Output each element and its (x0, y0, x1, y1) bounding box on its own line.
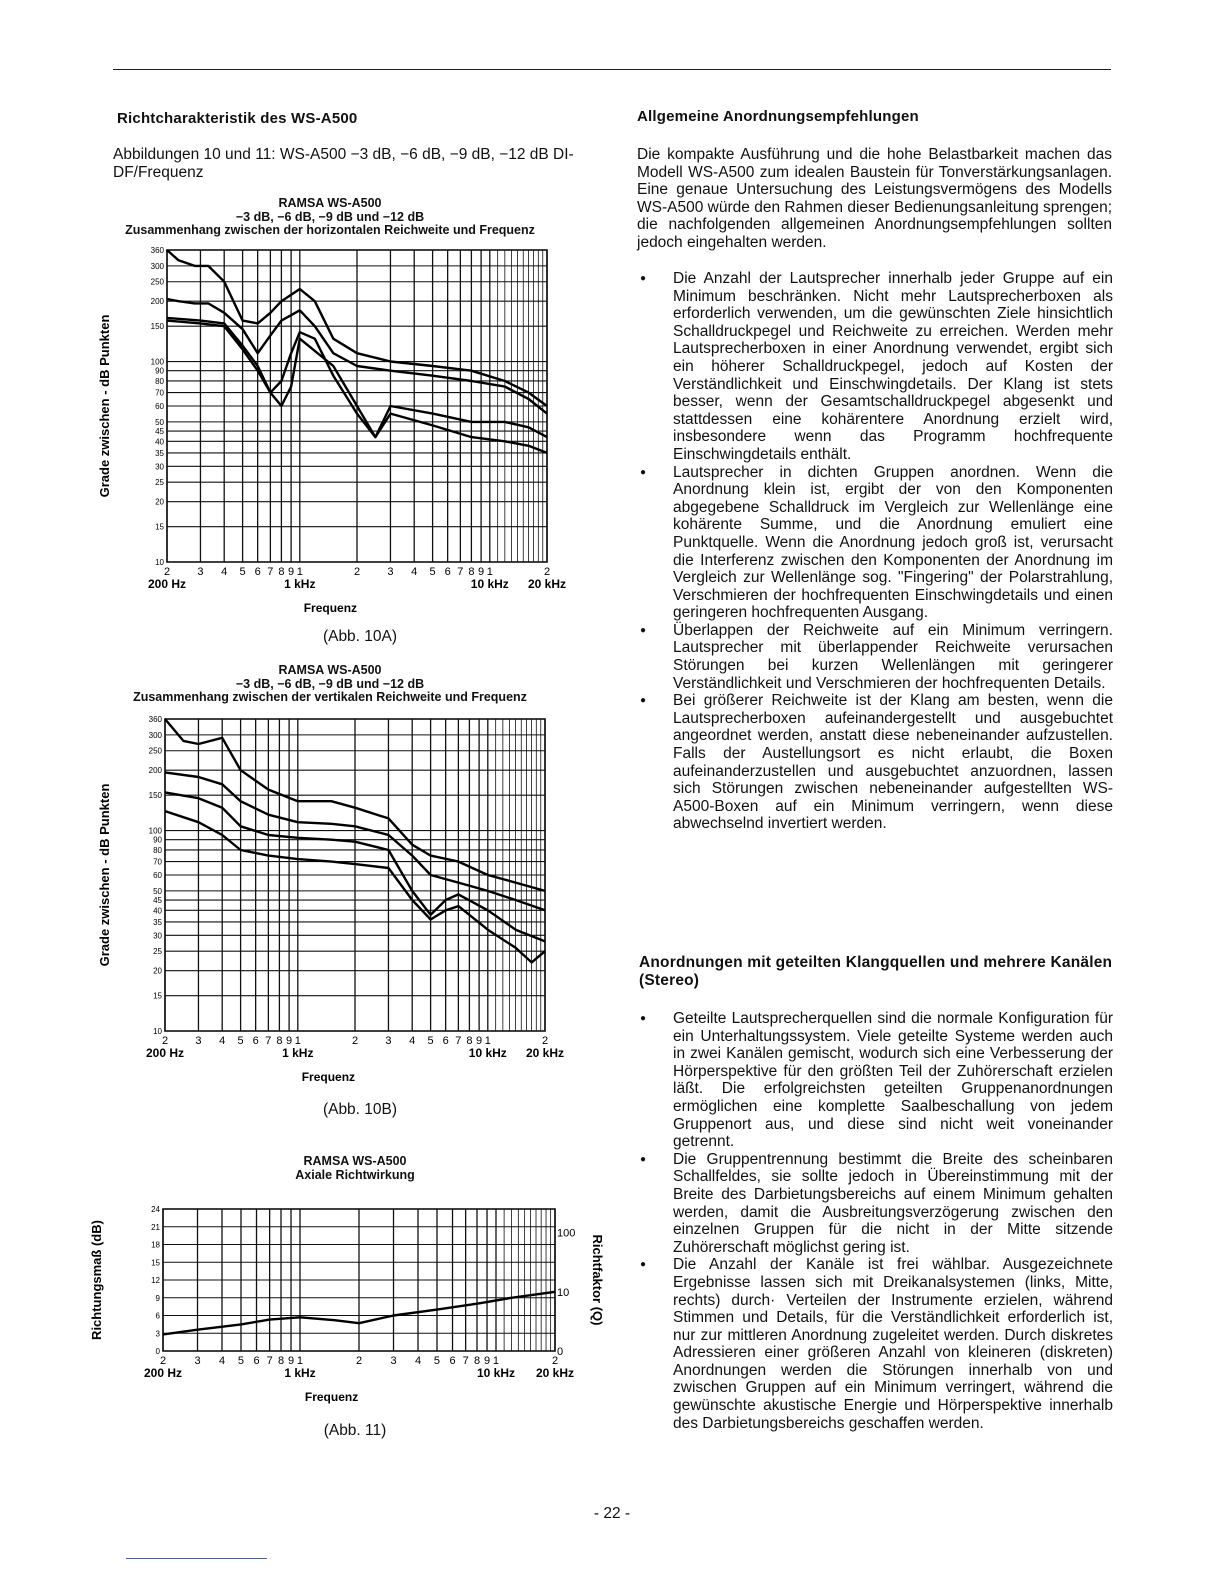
x-tick-label: 7 (265, 1035, 272, 1047)
x-major-label: 20 kHz (535, 1366, 575, 1380)
chart-10b-title-line3: Zusammenhang zwischen der vertikalen Reichweite und Frequenz (133, 690, 527, 704)
chart-10a (95, 238, 585, 623)
x-tick-label: 1 (492, 1355, 500, 1367)
x-tick-label: 9 (288, 566, 295, 578)
x-tick-label: 3 (387, 566, 394, 578)
x-tick-label: 6 (442, 1035, 449, 1047)
header-rule (113, 69, 1111, 70)
list-item: ● Die Anzahl der Lautsprecher innerhalb jeder Gruppe auf ein Minimum beschränken. Nicht mehr Lautsprecherboxen als erforderlich verwenden, um die gewünschten Ziele hinsichtlich Schalldruckpegel und Reichweite zu erreichen. Werden mehr Lautsprecherboxen in einer Anordnung verwendet, ergibt sich ein höherer Schalldruckpegel, jedoch auf Kosten der Verständlichkeit und Einschwingdetails. Der Klang ist stets besser, wenn der Gesamtschalldruckpegel abgesenkt und stattdessen eine kohärentere Anordnung erzielt wird, insbesondere wenn das Programm hochfrequente Einschwingdetails enthält. (637, 270, 1113, 464)
x-tick-label: 7 (457, 566, 464, 578)
x-tick-label: 8 (468, 566, 475, 578)
x-axis-title: Frequenz (301, 1070, 356, 1084)
y-tick-label: 200 (148, 766, 162, 776)
y-tick-label: 100 (150, 357, 164, 367)
chart-10a-title-line3: Zusammenhang zwischen der horizontalen Reichweite und Frequenz (125, 223, 535, 237)
x-tick-label: 4 (409, 1035, 416, 1047)
x-tick-label: 4 (218, 1355, 226, 1367)
y-tick-label: 24 (151, 1205, 160, 1214)
y-tick-label: 30 (155, 462, 164, 472)
chart-10a-title-line1: RAMSA WS-A500 (278, 196, 382, 210)
x-tick-label: 2 (543, 566, 551, 578)
y-tick-label: 10 (155, 558, 164, 567)
y-tick-label: 150 (150, 322, 164, 332)
y2-tick-label: 10 (557, 1286, 570, 1299)
x-tick-label: 1 (296, 1355, 304, 1367)
right-heading-2: Anordnungen mit geteilten Klangquellen und mehrere Kanälen (Stereo) (639, 954, 1113, 989)
x-tick-label: 4 (411, 566, 418, 578)
chart-11-title (95, 1155, 615, 1182)
x-tick-label: 4 (219, 1035, 226, 1047)
bullet-list-1 (637, 270, 1113, 833)
list-item: ● Lautsprecher in dichten Gruppen anordnen. Wenn die Anordnung klein ist, ergibt der von den Komponenten abgegebene Schalldruck im Vergleich zur Wellenlänge eine kohärente Summe, und die Anordnung emuliert eine Punktquelle. Wenn die Anordnung jedoch groß ist, verursacht die Interferenz zwischen den Komponenten der Anordnung im Vergleich zur Wellenlänge sog. "Fingering" der Polarstrahlung, Verschmieren der hochfrequenten Einschwingdetails und einen geringeren hochfrequenten Ausgang. (637, 464, 1113, 622)
x-tick-label: 9 (287, 1355, 295, 1367)
y-axis-title: Richtungsmaß (dB) (89, 1220, 104, 1340)
footer-link-rule (126, 1558, 267, 1559)
y-tick-label: 45 (155, 427, 164, 437)
x-major-label: 10 kHz (476, 1366, 516, 1380)
y2-axis-title: Richtfaktor (Q) (590, 1234, 605, 1326)
x-tick-label: 2 (159, 1355, 167, 1367)
x-tick-label: 7 (462, 1355, 469, 1367)
y-tick-label: 250 (148, 746, 162, 756)
list-item: ● Bei größerer Reichweite ist der Klang am besten, wenn die Lautsprecherboxen aufeinandergestellt und ausgebuchtet angeordnet werden, anstatt diese nebeneinander aufzustellen. Falls der Austellungsort es nicht erlaubt, die Boxen aufeinanderzustellen und ausgebuchtet anzuordnen, lassen sich Störungen zwischen nebeneinander aufgestellten WS-A500-Boxen auf ein Minimum verringern, wenn diese abwechselnd invertiert werden. (637, 692, 1113, 833)
x-tick-label: 2 (355, 1355, 363, 1367)
x-tick-label: 1 (296, 566, 303, 578)
y-tick-label: 3 (155, 1329, 160, 1339)
list-item: ● Die Gruppentrennung bestimmt die Breite des scheinbaren Schallfeldes, sie sollte jedoch in Übereinstimmung mit der Breite des Darbietungsbereichs auf einem Minimum gehalten werden, damit die Ausbreitungsverzögerung zwischen den einzelnen Gruppen für die nicht in der Mitte sitzende Zuhörerschaft möglichst gering ist. (637, 1151, 1113, 1257)
x-tick-label: 8 (473, 1355, 481, 1367)
x-tick-label: 5 (237, 1035, 244, 1047)
y-tick-label: 40 (153, 906, 162, 916)
y-tick-label: 10 (153, 1027, 162, 1036)
x-major-label: 1 kHz (284, 1366, 316, 1380)
chart-11 (89, 1195, 615, 1410)
chart-11-caption: (Abb. 11) (323, 1422, 387, 1439)
x-major-label: 1 kHz (284, 577, 316, 591)
y-tick-label: 360 (150, 246, 164, 255)
x-tick-label: 6 (449, 1355, 456, 1367)
chart-11-title-line1: RAMSA WS-A500 (303, 1154, 407, 1168)
y-tick-label: 45 (153, 896, 162, 906)
x-tick-label: 5 (433, 1355, 441, 1367)
left-heading: Richtcharakteristik des WS-A500 (117, 110, 358, 127)
y-tick-label: 70 (155, 388, 164, 398)
x-tick-label: 2 (351, 1035, 359, 1047)
y-tick-label: 200 (150, 297, 164, 307)
x-tick-label: 6 (254, 566, 261, 578)
x-tick-label: 3 (385, 1035, 392, 1047)
x-tick-label: 9 (286, 1035, 293, 1047)
y-tick-label: 80 (153, 845, 162, 855)
y-tick-label: 20 (155, 497, 164, 507)
chart-10a-title-line2: −3 dB, −6 dB, −9 dB und −12 dB (235, 209, 425, 224)
x-tick-label: 3 (390, 1355, 397, 1367)
x-tick-label: 7 (266, 1355, 273, 1367)
y-tick-label: 35 (155, 448, 164, 458)
x-major-label: 200 Hz (143, 1366, 183, 1380)
y-tick-label: 20 (153, 966, 162, 976)
x-major-label: 1 kHz (282, 1046, 314, 1060)
y-tick-label: 15 (155, 522, 164, 532)
y-tick-label: 40 (155, 437, 164, 447)
x-tick-label: 7 (267, 566, 274, 578)
x-tick-label: 6 (252, 1035, 259, 1047)
y-tick-label: 35 (153, 917, 162, 927)
x-tick-label: 2 (163, 566, 171, 578)
x-tick-label: 1 (294, 1035, 301, 1047)
x-tick-label: 2 (353, 566, 361, 578)
y-tick-label: 50 (153, 886, 162, 896)
x-tick-label: 8 (277, 1355, 285, 1367)
x-major-label: 20 kHz (527, 577, 567, 591)
right-heading-1: Allgemeine Anordnungsempfehlungen (637, 108, 919, 125)
y-tick-label: 80 (155, 376, 164, 386)
x-tick-label: 7 (455, 1035, 462, 1047)
y2-tick-label: 0 (557, 1346, 564, 1358)
chart-10b-title-line1: RAMSA WS-A500 (278, 663, 382, 677)
y-tick-label: 15 (153, 991, 162, 1001)
x-tick-label: 1 (486, 566, 493, 578)
y-tick-label: 12 (151, 1276, 160, 1285)
x-tick-label: 8 (466, 1035, 473, 1047)
y-tick-label: 300 (150, 261, 164, 271)
list-item: ● Geteilte Lautsprecherquellen sind die normale Konfiguration für ein Unterhaltungssystem. Viele geteilte Systeme werden auch in zwei Kanälen gemischt, wodurch sich eine Verbesserung der Hörperspektive für den größten Teil der Zuhörerschaft erzielen läßt. Die erfolgreichsten geteilten Gruppenanordnungen ermöglichen eine komplette Saalbeschallung von jedem Gruppenort aus, und diese sind nicht weit voneinander getrennt. (637, 1010, 1113, 1151)
x-tick-label: 9 (478, 566, 485, 578)
x-axis-title: Frequenz (304, 1390, 359, 1404)
y-tick-label: 9 (155, 1293, 160, 1303)
x-tick-label: 8 (276, 1035, 283, 1047)
x-tick-label: 1 (484, 1035, 491, 1047)
chart-10b-caption: (Abb. 10B) (322, 1101, 398, 1118)
chart-10b-title-line2: −3 dB, −6 dB, −9 dB und −12 dB (235, 676, 425, 691)
y-tick-label: 60 (155, 402, 164, 411)
y-tick-label: 100 (148, 826, 162, 836)
x-axis-title: Frequenz (303, 601, 358, 615)
y-tick-label: 360 (148, 715, 162, 724)
x-tick-label: 3 (194, 1355, 201, 1367)
x-tick-label: 9 (483, 1355, 491, 1367)
chart-11-title-line2: Axiale Richtwirkung (295, 1167, 415, 1182)
y-tick-label: 70 (153, 857, 162, 867)
y-tick-label: 250 (150, 277, 164, 287)
x-tick-label: 6 (253, 1355, 260, 1367)
page-number: - 22 - (593, 1505, 631, 1522)
y-tick-label: 25 (155, 478, 164, 488)
x-major-label: 20 kHz (525, 1046, 565, 1060)
y-tick-label: 90 (155, 366, 164, 376)
chart-10b-title (95, 664, 565, 705)
y-tick-label: 30 (153, 931, 162, 941)
y-tick-label: 25 (153, 947, 162, 957)
x-tick-label: 5 (239, 566, 246, 578)
y-tick-label: 0 (155, 1347, 160, 1356)
x-tick-label: 2 (161, 1035, 169, 1047)
x-tick-label: 9 (476, 1035, 483, 1047)
y-tick-label: 18 (151, 1240, 160, 1250)
chart-10b (95, 707, 585, 1092)
x-major-label: 200 Hz (145, 1046, 185, 1060)
y-axis-title: Grade zwischen - dB Punkten (97, 783, 112, 967)
chart-10a-caption: (Abb. 10A) (322, 628, 398, 645)
right-intro: Die kompakte Ausführung und die hohe Belastbarkeit machen das Modell WS-A500 zum idealen Baustein für Tonverstärkungsanlagen. Eine genaue Untersuchung des Leistungsvermögens des Modells WS-A500 würde den Rahmen dieser Bedienungsanleitung sprengen; die nachfolgenden allgemeinen Anordnungsempfehlungen sollten jedoch eingehalten werden. (637, 146, 1112, 251)
x-tick-label: 2 (541, 1035, 549, 1047)
x-tick-label: 8 (278, 566, 285, 578)
x-tick-label: 5 (429, 566, 436, 578)
y2-tick-label: 100 (557, 1227, 576, 1240)
y-tick-label: 60 (153, 871, 162, 880)
left-intro: Abbildungen 10 und 11: WS-A500 −3 dB, −6 dB, −9 dB, −12 dB DI-DF/Frequenz (113, 146, 574, 181)
y-axis-title: Grade zwischen - dB Punkten (97, 314, 112, 498)
list-item: ● Überlappen der Reichweite auf ein Minimum verringern. Lautsprecher mit überlappender Reichweite verursachen Störungen bei kurzen Wellenlängen mit geringerer Verständlichkeit und Verschmieren der hochfrequenten Details. (637, 622, 1113, 692)
x-tick-label: 6 (444, 566, 451, 578)
x-major-label: 10 kHz (470, 577, 509, 591)
y-tick-label: 150 (148, 791, 162, 801)
y-tick-label: 90 (153, 835, 162, 845)
x-major-label: 200 Hz (147, 577, 187, 591)
y-tick-label: 300 (148, 730, 162, 740)
y-tick-label: 21 (151, 1222, 160, 1232)
x-tick-label: 3 (197, 566, 204, 578)
x-tick-label: 4 (221, 566, 228, 578)
bullet-list-2 (637, 1010, 1113, 1432)
x-tick-label: 3 (195, 1035, 202, 1047)
x-major-label: 10 kHz (468, 1046, 507, 1060)
y-tick-label: 50 (155, 417, 164, 427)
y-tick-label: 15 (151, 1258, 160, 1268)
x-tick-label: 4 (414, 1355, 422, 1367)
chart-10a-title (95, 197, 565, 238)
x-tick-label: 5 (427, 1035, 434, 1047)
y-tick-label: 6 (155, 1311, 160, 1321)
x-tick-label: 2 (551, 1355, 559, 1367)
list-item: ● Die Anzahl der Kanäle ist frei wählbar. Ausgezeichnete Ergebnisse lassen sich mit Dreikanalsystemen (links, Mitte, rechts) durch· Verteilen der Instrumente erzielen, während Stimmen und Details, für die Verständlichkeit erforderlich ist, nur zur mittleren Anordnung zugeleitet werden. Durch diskretes Adressieren einer größeren Anzahl von kleineren (diskreten) Anordnungen werden die Störungen innerhalb von und zwischen Gruppen auf ein Minimum verringert, während die gewünschte akustische Energie und Hörperspektive innerhalb des Darbietungsbereichs geschaffen werden. (637, 1256, 1113, 1432)
x-tick-label: 5 (237, 1355, 245, 1367)
